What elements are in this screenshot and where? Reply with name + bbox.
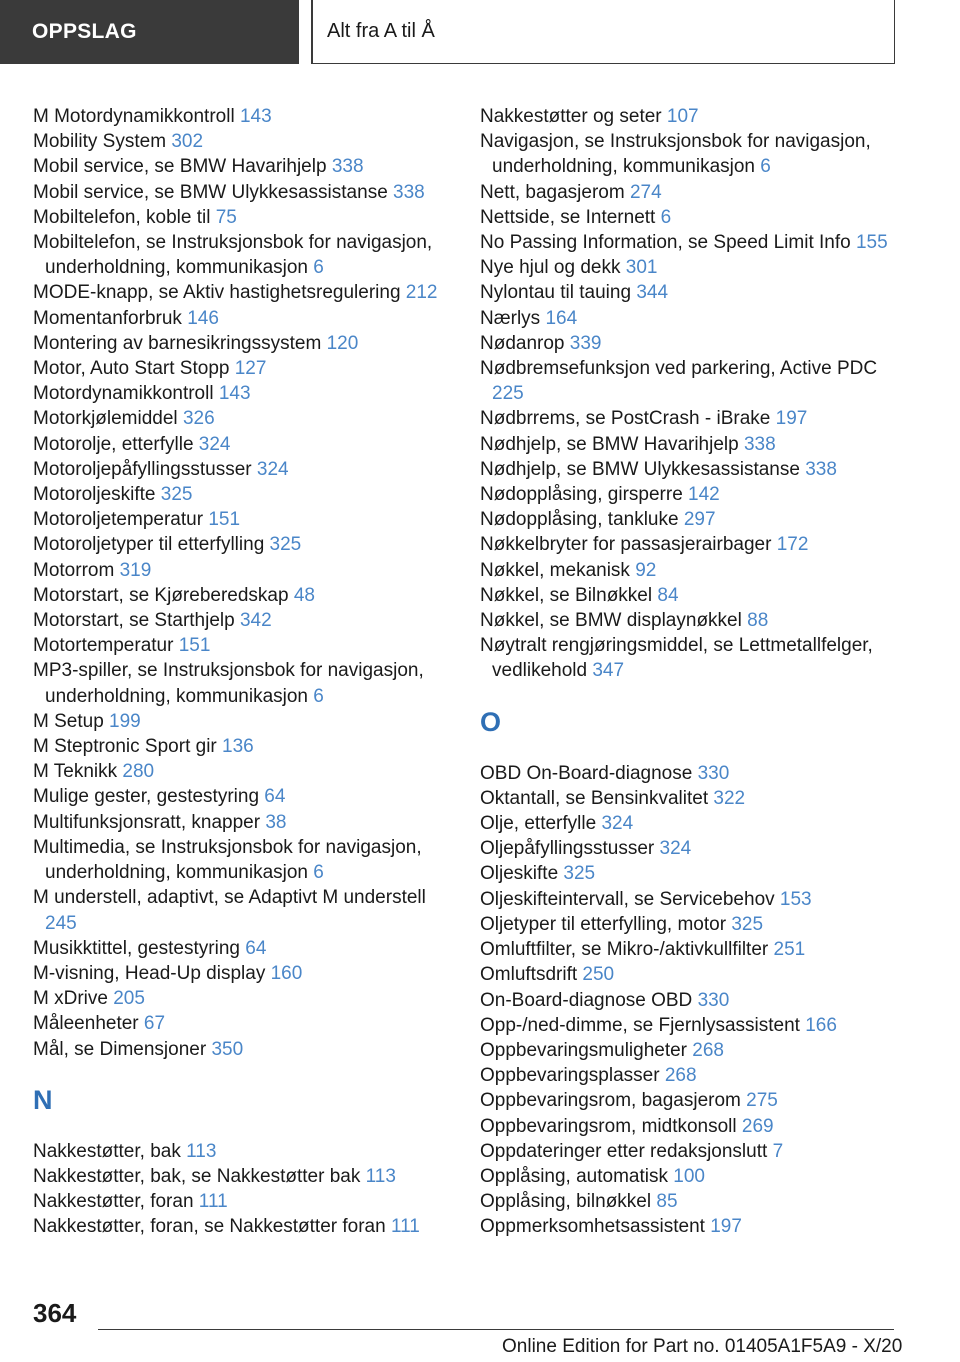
- index-page-link[interactable]: 339: [569, 332, 602, 354]
- index-entry: [33, 709, 453, 734]
- index-entry-text: Motor, Auto Start Stopp: [33, 358, 230, 380]
- index-page-link[interactable]: 342: [239, 610, 272, 632]
- index-entry: [480, 633, 910, 683]
- index-entry-text: Nakkestøtter, foran, se Nakkestøtter foran: [33, 1216, 386, 1238]
- index-page-link[interactable]: 301: [625, 257, 658, 279]
- index-entry-text: Nøkkelbryter for passasjerairbager: [480, 534, 772, 556]
- index-page-link[interactable]: 325: [269, 534, 302, 556]
- index-entry-text: Nøkkel, mekanisk: [480, 559, 630, 581]
- index-page-link[interactable]: 67: [143, 1013, 166, 1035]
- index-entry-text: Nett, bagasjerom: [480, 181, 625, 203]
- index-entry: [480, 104, 910, 129]
- index-entry: [33, 583, 453, 608]
- index-page-link[interactable]: 136: [222, 736, 254, 758]
- index-page-link[interactable]: 324: [198, 433, 231, 455]
- index-entry-text: Oppdateringer etter redaksjonslutt: [480, 1140, 768, 1162]
- index-entry-text: Nøytralt rengjøringsmiddel, se Lettmetallfelger, vedlikehold: [480, 635, 873, 682]
- index-page-link[interactable]: 245: [45, 912, 77, 934]
- index-entry-text: Nødopplåsing, girsperre: [480, 484, 683, 506]
- index-entry: [33, 230, 453, 280]
- chapter-title: Alt fra A til Å: [327, 20, 435, 42]
- index-entry-text: Nakkestøtter, bak, se Nakkestøtter bak: [33, 1165, 361, 1187]
- index-entry-text: Montering av barnesikringssystem: [33, 332, 322, 354]
- index-entry-text: Mobil service, se BMW Havarihjelp: [33, 156, 327, 178]
- index-entry: [33, 306, 453, 331]
- index-entry: [480, 331, 910, 356]
- index-entry-text: Nylontau til tauing: [480, 282, 632, 304]
- index-entry: [33, 658, 453, 708]
- index-entry-text: Nødhjelp, se BMW Havarihjelp: [480, 433, 739, 455]
- index-entry-text: No Passing Information, se Speed Limit Info: [480, 232, 851, 254]
- index-entry-text: Oljetyper til etterfylling, motor: [480, 913, 727, 935]
- index-page-link[interactable]: 319: [119, 559, 152, 581]
- index-column-right: [480, 104, 910, 1240]
- index-entry-text: Motordynamikkontroll: [33, 383, 214, 405]
- index-entry: [480, 836, 910, 861]
- index-page-link[interactable]: 143: [239, 106, 272, 127]
- index-page-link[interactable]: 338: [743, 433, 776, 455]
- index-entry-text: Opp-/ned-dimme, se Fjernlysassistent: [480, 1014, 800, 1036]
- index-page-link[interactable]: 6: [313, 862, 324, 884]
- index-entry-text: Nettside, se Internett: [480, 206, 656, 228]
- index-page-link[interactable]: 268: [692, 1039, 724, 1061]
- index-entry-text: M xDrive: [33, 988, 108, 1010]
- index-entry: [33, 986, 453, 1011]
- index-entry-text: Momentanforbruk: [33, 307, 182, 329]
- index-entry: [33, 633, 453, 658]
- index-entry: [480, 230, 910, 255]
- index-entry: [480, 1189, 910, 1214]
- index-entry-text: Motorolje, etterfylle: [33, 433, 194, 455]
- index-entry: [33, 507, 453, 532]
- index-entry-text: M Motordynamikkontroll: [33, 106, 235, 127]
- index-entry: [33, 1164, 453, 1189]
- index-entry-text: Oppbevaringsrom, bagasjerom: [480, 1090, 741, 1112]
- index-page-link[interactable]: 127: [234, 358, 267, 380]
- index-entry-text: Nøkkel, se BMW displaynøkkel: [480, 610, 742, 632]
- index-entry: [480, 786, 910, 811]
- index-page-link[interactable]: 297: [683, 509, 716, 531]
- index-page-link[interactable]: 225: [492, 383, 524, 405]
- index-entry-text: Nærlys: [480, 307, 541, 329]
- index-entry-text: Mål, se Dimensjoner: [33, 1038, 207, 1060]
- index-entry-text: M Setup: [33, 710, 104, 732]
- index-page-link[interactable]: 350: [211, 1038, 244, 1060]
- index-entry: [480, 129, 910, 179]
- index-entry: [480, 1088, 910, 1113]
- index-page-link[interactable]: 250: [582, 964, 615, 986]
- index-page-link[interactable]: 344: [636, 282, 669, 304]
- index-entry-text: Oljepåfyllingsstusser: [480, 838, 655, 860]
- index-entry-text: Oppbevaringsmuligheter: [480, 1039, 688, 1061]
- index-entry: [33, 129, 453, 154]
- index-page-link[interactable]: 7: [772, 1140, 784, 1162]
- index-entry: [33, 885, 453, 935]
- index-page-link[interactable]: 92: [635, 559, 657, 581]
- index-entry: [33, 608, 453, 633]
- index-entry: [480, 1164, 910, 1189]
- index-entry-text: Motoroljeskifte: [33, 484, 156, 506]
- index-entry-text: Motoroljepåfyllingsstusser: [33, 458, 252, 480]
- index-page-link[interactable]: 6: [760, 156, 771, 178]
- index-entry: [33, 759, 453, 784]
- index-page-link[interactable]: 6: [660, 206, 672, 228]
- index-column-left: [33, 104, 453, 1240]
- index-page-link[interactable]: 151: [178, 635, 211, 657]
- edition-text: Online Edition for Part no. 01405A1F5A9 - X/20: [502, 1336, 903, 1357]
- index-entry: [480, 532, 910, 557]
- index-page-link[interactable]: 197: [710, 1216, 742, 1238]
- index-entry-text: Musikktittel, gestestyring: [33, 937, 240, 959]
- index-entry-text: Mobility System: [33, 131, 167, 153]
- index-entry-text: OBD On-Board-diagnose: [480, 762, 693, 784]
- index-page-link[interactable]: 142: [688, 484, 720, 506]
- index-entry-text: Oljeskifteintervall, se Servicebehov: [480, 888, 775, 910]
- index-entry-text: Motorstart, se Kjøreberedskap: [33, 584, 289, 606]
- index-entry: [33, 1189, 453, 1214]
- index-entry: [480, 306, 910, 331]
- index-page-link[interactable]: 113: [186, 1140, 217, 1162]
- index-entry-text: Nødhjelp, se BMW Ulykkesassistanse: [480, 458, 800, 480]
- index-page-link[interactable]: 6: [313, 257, 324, 279]
- index-entry: [480, 1114, 910, 1139]
- index-entry: [480, 937, 910, 962]
- index-entry-text: Mobiltelefon, se Instruksjonsbok for navigasjon, underholdning, kommunikasjon: [33, 232, 433, 279]
- index-page-link[interactable]: 172: [776, 534, 809, 556]
- index-page-link[interactable]: 64: [264, 786, 286, 808]
- index-entry: [33, 558, 453, 583]
- index-entry: [480, 406, 910, 431]
- index-entry-text: Navigasjon, se Instruksjonsbok for navigasjon, underholdning, kommunikasjon: [480, 131, 871, 178]
- index-page-link[interactable]: 324: [601, 813, 634, 835]
- index-page-link[interactable]: 113: [365, 1165, 396, 1187]
- index-entry: [33, 331, 453, 356]
- index-page-link[interactable]: 166: [805, 1014, 837, 1036]
- index-page-link[interactable]: 48: [293, 584, 315, 606]
- index-page-link[interactable]: 146: [187, 307, 219, 329]
- index-entry: [480, 432, 910, 457]
- index-page-link[interactable]: 269: [741, 1115, 774, 1137]
- index-entry: [33, 936, 453, 961]
- index-entry-text: Mobil service, se BMW Ulykkesassistanse: [33, 181, 388, 203]
- index-entry: [33, 406, 453, 431]
- index-page-link[interactable]: 85: [656, 1191, 678, 1213]
- index-entry-text: M-visning, Head-Up display: [33, 962, 266, 984]
- index-entry-text: Måleenheter: [33, 1013, 139, 1035]
- index-entry-text: Nødopplåsing, tankluke: [480, 509, 679, 531]
- index-page-link[interactable]: 330: [697, 762, 730, 784]
- index-entry: [33, 280, 453, 305]
- index-entry: [480, 1063, 910, 1088]
- index-entry: [480, 1013, 910, 1038]
- index-page-link[interactable]: 107: [666, 106, 699, 127]
- section-tab: [0, 0, 299, 64]
- index-entry-text: Motortemperatur: [33, 635, 174, 657]
- index-entry-text: MP3-spiller, se Instruksjonsbok for navigasjon, underholdning, kommunikasjon: [33, 660, 424, 707]
- index-entry: [480, 811, 910, 836]
- index-entry-text: Multifunksjonsratt, knapper: [33, 811, 261, 833]
- index-letter-heading: O: [480, 706, 502, 737]
- index-page-link[interactable]: 143: [218, 383, 251, 405]
- index-page-link[interactable]: 324: [256, 458, 289, 480]
- index-entry: [480, 887, 910, 912]
- index-page-link[interactable]: 212: [405, 282, 438, 304]
- index-entry: [33, 734, 453, 759]
- index-entry: [33, 1011, 453, 1036]
- index-page-link[interactable]: 330: [697, 989, 730, 1011]
- index-page-link[interactable]: 205: [113, 988, 145, 1010]
- index-entry-text: M understell, adaptivt, se Adaptivt M understell: [33, 887, 426, 909]
- index-entry-text: Oppbevaringsrom, midtkonsoll: [480, 1115, 737, 1137]
- index-entry-text: Olje, etterfylle: [480, 813, 597, 835]
- footer-edition: [502, 1336, 902, 1358]
- index-entry-text: Nye hjul og dekk: [480, 257, 621, 279]
- index-page-link[interactable]: 325: [160, 484, 193, 506]
- index-entry-text: Nødanrop: [480, 332, 565, 354]
- index-entry: [33, 482, 453, 507]
- index-entry: [33, 532, 453, 557]
- index-letter-heading: N: [33, 1084, 53, 1115]
- index-page-link[interactable]: 100: [673, 1165, 705, 1187]
- index-page-link[interactable]: 111: [390, 1216, 420, 1238]
- index-entry: [33, 432, 453, 457]
- index-page-link[interactable]: 280: [122, 761, 155, 783]
- index-entry: [480, 507, 910, 532]
- footer-divider: [98, 1329, 894, 1330]
- index-entry: [480, 1038, 910, 1063]
- index-entry-text: Multimedia, se Instruksjonsbok for navigasjon, underholdning, kommunikasjon: [33, 836, 422, 884]
- index-entry: [33, 180, 453, 205]
- index-page-link[interactable]: 251: [773, 939, 806, 961]
- index-page-link[interactable]: 160: [270, 962, 303, 984]
- index-entry: [33, 784, 453, 809]
- index-entry: [480, 583, 910, 608]
- index-page-link[interactable]: 6: [313, 685, 324, 707]
- index-entry: [480, 962, 910, 987]
- index-entry: [33, 205, 453, 230]
- index-page-link[interactable]: 197: [775, 408, 808, 430]
- section-title: OPPSLAG: [32, 20, 137, 43]
- index-page-link[interactable]: 347: [592, 660, 625, 682]
- index-entry: [480, 861, 910, 886]
- index-page-link[interactable]: 302: [171, 131, 204, 153]
- index-entry-text: Motorkjølemiddel: [33, 408, 178, 430]
- index-page-link[interactable]: 199: [109, 710, 141, 732]
- index-page-link[interactable]: 275: [746, 1090, 778, 1112]
- index-entry: [480, 457, 910, 482]
- index-entry-text: Nakkestøtter, foran: [33, 1191, 194, 1213]
- index-entry: [480, 255, 910, 280]
- index-page-link[interactable]: 88: [747, 610, 769, 632]
- index-entry-text: Motoroljetemperatur: [33, 509, 204, 531]
- index-page-link[interactable]: 325: [731, 913, 764, 935]
- index-entry-text: Motorrom: [33, 559, 115, 581]
- index-entry: [480, 761, 910, 786]
- index-entry: [480, 558, 910, 583]
- chapter-header: [311, 0, 895, 64]
- index-page-link[interactable]: 120: [326, 332, 359, 354]
- index-page-link[interactable]: 75: [215, 206, 237, 228]
- index-page-link[interactable]: 268: [664, 1065, 697, 1087]
- index-entry: [33, 961, 453, 986]
- index-page-link[interactable]: 338: [331, 156, 364, 178]
- index-entry-text: Nøkkel, se Bilnøkkel: [480, 584, 653, 606]
- index-page-link[interactable]: 155: [855, 232, 888, 254]
- index-entry: [33, 154, 453, 179]
- index-entry-text: Oktantall, se Bensinkvalitet: [480, 787, 709, 809]
- index-entry-text: Oppmerksomhetsassistent: [480, 1216, 705, 1238]
- index-entry-text: M Teknikk: [33, 761, 118, 783]
- index-entry: [33, 810, 453, 835]
- index-entry: [480, 482, 910, 507]
- index-entry-text: Mobiltelefon, koble til: [33, 206, 211, 228]
- index-entry: [480, 988, 910, 1013]
- index-page-link[interactable]: 153: [779, 888, 812, 910]
- index-page-link[interactable]: 84: [657, 584, 679, 606]
- index-page-link[interactable]: 338: [805, 458, 837, 480]
- index-page-link[interactable]: 322: [713, 787, 746, 809]
- index-entry-text: Nakkestøtter, bak: [33, 1140, 181, 1162]
- index-entry: [480, 356, 910, 406]
- index-page-link[interactable]: 324: [659, 838, 692, 860]
- index-entry: [33, 457, 453, 482]
- index-entry-text: Omluftsdrift: [480, 964, 578, 986]
- index-entry-text: Nakkestøtter og seter: [480, 106, 662, 127]
- index-entry: [480, 180, 910, 205]
- index-entry: [480, 1214, 910, 1239]
- index-entry: [480, 608, 910, 633]
- index-entry: [480, 280, 910, 305]
- index-page-link[interactable]: 151: [208, 509, 241, 531]
- index-entry: [480, 1139, 910, 1164]
- page-number: 364: [33, 1298, 77, 1328]
- index-entry: [33, 1037, 453, 1062]
- index-entry-text: Oppbevaringsplasser: [480, 1065, 660, 1087]
- index-entry-text: Mulige gester, gestestyring: [33, 786, 260, 808]
- index-page-link[interactable]: 111: [198, 1191, 228, 1213]
- index-entry-text: Opplåsing, bilnøkkel: [480, 1191, 652, 1213]
- index-page-link[interactable]: 325: [563, 863, 596, 885]
- index-entry-text: Opplåsing, automatisk: [480, 1165, 668, 1187]
- index-page-link[interactable]: 338: [393, 181, 425, 203]
- index-page-link[interactable]: 326: [182, 408, 215, 430]
- index-entry-text: Motoroljetyper til etterfylling: [33, 534, 265, 556]
- index-entry-text: Nødbremsefunksjon ved parkering, Active PDC: [480, 358, 878, 380]
- index-entry: [33, 1139, 453, 1164]
- index-entry: [33, 381, 453, 406]
- index-page-link[interactable]: 274: [629, 181, 662, 203]
- index-entry-text: Oljeskifte: [480, 863, 559, 885]
- index-entry: [33, 356, 453, 381]
- index-entry-text: Nødbrrems, se PostCrash - iBrake: [480, 408, 771, 430]
- index-entry: [480, 205, 910, 230]
- index-entry-text: M Steptronic Sport gir: [33, 736, 217, 758]
- index-entry-text: Motorstart, se Starthjelp: [33, 610, 235, 632]
- index-entry: [480, 912, 910, 937]
- index-page-link[interactable]: 38: [265, 811, 287, 833]
- index-entry-text: On-Board-diagnose OBD: [480, 989, 693, 1011]
- index-entry: [33, 104, 453, 129]
- index-entry: [33, 1214, 453, 1239]
- index-page-link[interactable]: 64: [245, 937, 267, 959]
- index-entry-text: MODE-knapp, se Aktiv hastighetsregulering: [33, 282, 401, 304]
- index-page-link[interactable]: 164: [545, 307, 578, 329]
- index-entry: [33, 835, 453, 885]
- index-entry-text: Omluftfilter, se Mikro-/aktivkullfilter: [480, 939, 769, 961]
